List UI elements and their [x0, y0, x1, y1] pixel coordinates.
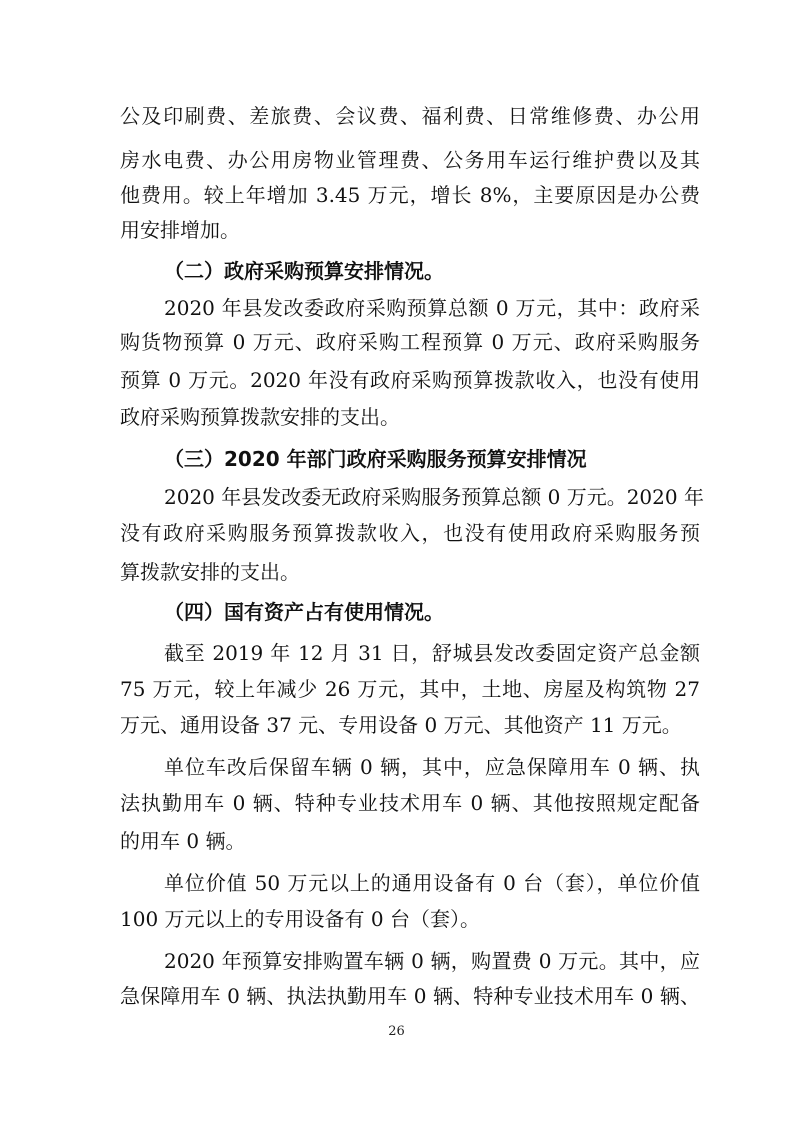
section-heading-2: （二）政府采购预算安排情况。 — [164, 259, 444, 283]
page-number: 26 — [388, 1024, 405, 1039]
body-text-line: 急保障用车 0 辆、执法执勤用车 0 辆、特种专业技术用车 0 辆、 — [120, 984, 700, 1008]
body-text-line: 100 万元以上的专用设备有 0 台（套）。 — [120, 907, 480, 931]
body-text-line: 截至 2019 年 12 月 31 日，舒城县发改委固定资产总金额 — [164, 641, 700, 665]
body-text-line: 公及印刷费、差旅费、会议费、福利费、日常维修费、办公用 — [120, 104, 700, 128]
body-text-line: 房水电费、办公用房物业管理费、公务用车运行维护费以及其 — [120, 148, 700, 172]
body-text-line: 万元、通用设备 37 元、专用设备 0 万元、其他资产 11 万元。 — [120, 713, 682, 737]
body-text-line: 预算 0 万元。2020 年没有政府采购预算拨款收入，也没有使用 — [120, 368, 700, 392]
body-text-line: 2020 年预算安排购置车辆 0 辆，购置费 0 万元。其中，应 — [164, 949, 700, 973]
section-heading-3: （三）2020 年部门政府采购服务预算安排情况 — [164, 447, 587, 471]
body-text-line: 政府采购预算拨款安排的支出。 — [120, 405, 400, 429]
body-text-line: 没有政府采购服务预算拨款收入，也没有使用政府采购服务预 — [120, 521, 700, 545]
body-text-line: 2020 年县发改委无政府采购服务预算总额 0 万元。2020 年 — [164, 485, 704, 509]
body-text-line: 法执勤用车 0 辆、特种专业技术用车 0 辆、其他按照规定配备 — [120, 791, 700, 815]
body-text-line: 购货物预算 0 万元、政府采购工程预算 0 万元、政府采购服务 — [120, 330, 700, 354]
section-heading-4: （四）国有资产占有使用情况。 — [164, 600, 444, 624]
body-text-line: 75 万元，较上年减少 26 万元，其中，土地、房屋及构筑物 27 — [120, 677, 700, 701]
body-text-line: 单位价值 50 万元以上的通用设备有 0 台（套），单位价值 — [164, 871, 700, 895]
body-text-line: 算拨款安排的支出。 — [120, 560, 300, 584]
body-text-line: 单位车改后保留车辆 0 辆，其中，应急保障用车 0 辆、执 — [164, 755, 700, 779]
body-text-line: 2020 年县发改委政府采购预算总额 0 万元，其中：政府采 — [164, 296, 700, 320]
body-text-line: 的用车 0 辆。 — [120, 829, 246, 853]
body-text-line: 他费用。较上年增加 3.45 万元，增长 8%，主要原因是办公费 — [120, 183, 700, 207]
body-text-line: 用安排增加。 — [120, 218, 240, 242]
